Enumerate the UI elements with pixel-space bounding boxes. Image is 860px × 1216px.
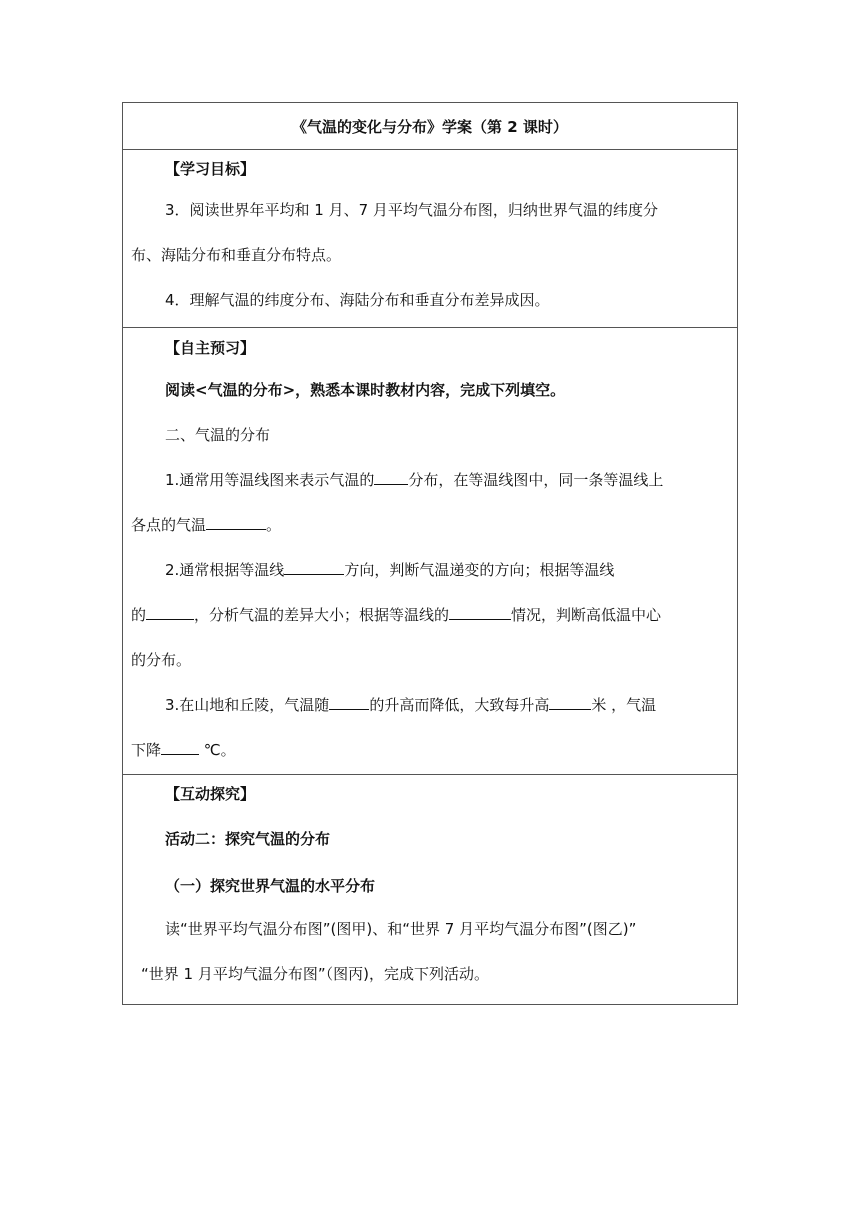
fill-blank[interactable] (449, 605, 511, 620)
interactive-explore-section (123, 774, 737, 1004)
fill-blank[interactable] (374, 470, 408, 485)
fill-blank[interactable] (161, 740, 199, 755)
preview-instruction: 阅读<气温的分布>，熟悉本课时教材内容，完成下列填空。 (165, 381, 566, 399)
subsection-heading: （一）探究世界气温的水平分布 (165, 877, 376, 895)
question-1-line-1: 1.通常用等温线图来表示气温的 分布，在等温线图中，同一条等温线上 (165, 471, 664, 489)
explore-text-line-2: “世界 1 月平均气温分布图”（图丙)，完成下列活动。 (141, 965, 489, 983)
fill-blank[interactable] (549, 695, 591, 710)
goal-3-line-2: 布、海陆分布和垂直分布特点。 (131, 246, 342, 264)
goal-3-line-1: 3．阅读世界年平均和 1 月、7 月平均气温分布图，归纳世界气温的纬度分 (165, 201, 658, 219)
interactive-explore-heading: 【互动探究】 (165, 785, 256, 803)
document-title: 《气温的变化与分布》学案（第 2 课时） (292, 117, 568, 136)
self-preview-heading: 【自主预习】 (165, 339, 256, 357)
fill-blank[interactable] (284, 560, 344, 575)
goal-4: 4．理解气温的纬度分布、海陆分布和垂直分布差异成因。 (165, 291, 550, 309)
question-2-line-2: 的 ，分析气温的差异大小；根据等温线的 情况，判断高低温中心 (131, 606, 662, 624)
section-heading: 二、气温的分布 (165, 426, 271, 444)
question-2-line-1: 2.通常根据等温线 方向，判断气温递变的方向；根据等温线 (165, 561, 615, 579)
fill-blank[interactable] (206, 515, 266, 530)
fill-blank[interactable] (329, 695, 369, 710)
question-3-line-1: 3.在山地和丘陵，气温随 的升高而降低，大致每升高 米 ，气温 (165, 696, 657, 714)
self-preview-section (123, 327, 737, 774)
fill-blank[interactable] (146, 605, 194, 620)
activity-heading: 活动二：探究气温的分布 (165, 830, 331, 848)
question-1-line-2: 各点的气温 。 (131, 516, 282, 534)
learning-goals-section (123, 149, 737, 327)
question-3-line-2: 下降 ℃。 (131, 741, 236, 759)
explore-text-line-1: 读“世界平均气温分布图”(图甲)、和“世界 7 月平均气温分布图”(图乙)” (165, 920, 637, 938)
learning-goals-heading: 【学习目标】 (165, 160, 256, 178)
worksheet-table (122, 102, 738, 1005)
question-2-line-3: 的分布。 (131, 651, 192, 669)
